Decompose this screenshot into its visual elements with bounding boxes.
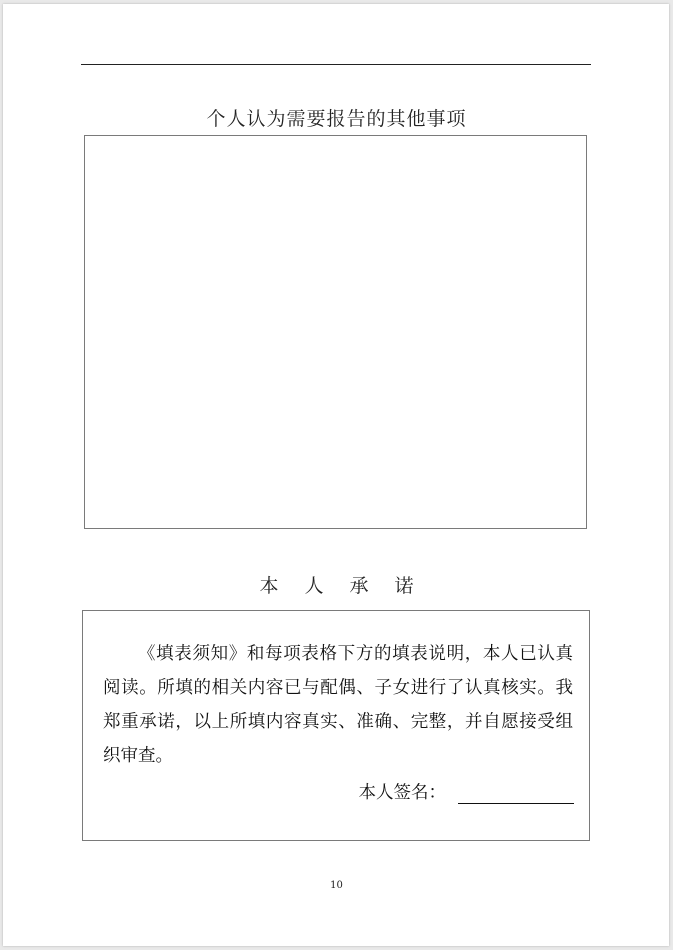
pledge-text: 《填表须知》和每项表格下方的填表说明，本人已认真阅读。所填的相关内容已与配偶、子女进行了认真核实。我郑重承诺，以上所填内容真实、准确、完整，并自愿接受组织审查。 [103,644,573,766]
pledge-title: 本 人 承 诺 [259,575,424,597]
signature-line[interactable] [458,783,574,804]
signature-row [359,779,575,804]
header-rule [81,64,591,65]
other-matters-title: 个人认为需要报告的其他事项 [206,108,467,130]
pledge-box [82,610,590,841]
page-number: 10 [330,880,343,891]
signature-label: 本人签名： [358,783,446,803]
other-matters-box[interactable] [84,135,587,529]
